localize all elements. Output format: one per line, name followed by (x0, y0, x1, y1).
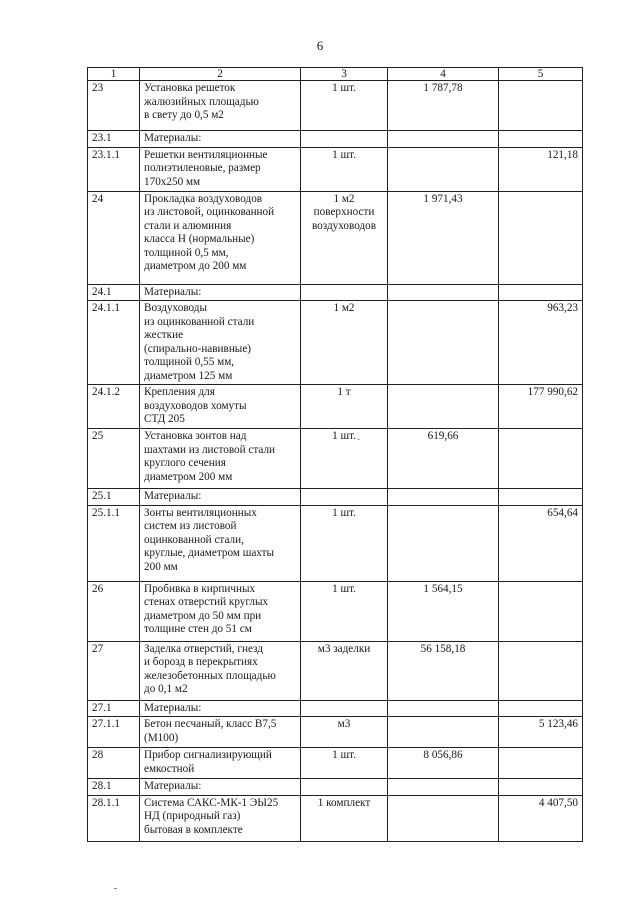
description-line: толщиной 0,5 мм, (144, 246, 229, 259)
description-line: Воздуховоды (144, 302, 208, 314)
material-price (499, 748, 583, 779)
material-price (499, 779, 583, 796)
item-description (140, 147, 301, 191)
unit-line: 1 т (337, 386, 351, 398)
description-line: емкостной (144, 762, 195, 775)
unit-of-measure (301, 429, 388, 489)
table-row (88, 301, 583, 385)
work-price: 1 787,78 (388, 81, 499, 131)
description-line: Материалы: (144, 132, 202, 144)
item-number: 23 (88, 81, 140, 131)
work-price (388, 301, 499, 385)
work-price (388, 147, 499, 191)
unit-of-measure (301, 717, 388, 748)
table-row (88, 489, 583, 506)
description-line: оцинкованной стали, (144, 533, 244, 546)
column-header-4: 4 (388, 68, 499, 81)
unit-of-measure (301, 284, 388, 301)
description-line: до 0,1 м2 (144, 683, 188, 695)
material-price: 5 123,46 (499, 717, 583, 748)
unit-line: 1 шт. (332, 82, 356, 94)
description-line: шахтами из листовой стали (144, 443, 276, 456)
unit-line: 1 м2 (333, 302, 355, 314)
material-price: 121,18 (499, 147, 583, 191)
description-line: бытовая в комплекте (144, 823, 243, 836)
description-line: Материалы: (144, 780, 202, 792)
unit-line: м3 (337, 718, 351, 730)
description-line: железобетонных площадью (144, 669, 276, 682)
description-line: (спирально-навивные) (144, 342, 252, 355)
material-price (499, 641, 583, 700)
stray-mark: ˇ (357, 437, 360, 447)
description-line: 170х250 мм (144, 175, 201, 188)
unit-line: поверхности (313, 206, 375, 218)
unit-line: воздуховодов (311, 219, 377, 232)
column-header-3: 3 (301, 68, 388, 81)
description-line: Материалы: (144, 285, 202, 298)
item-description (140, 429, 301, 489)
unit-of-measure (301, 641, 388, 700)
column-header-5: 5 (499, 68, 583, 81)
unit-of-measure (301, 581, 388, 641)
item-number: 27.1 (88, 700, 140, 717)
table-row (88, 147, 583, 191)
description-line: жалюзийных площадью (144, 95, 259, 108)
unit-line: 1 шт. (332, 430, 356, 442)
description-line: диаметром до 50 мм при (144, 609, 262, 622)
table-row (88, 505, 583, 581)
description-line: Пробивка в кирпичных (144, 582, 256, 595)
unit-of-measure (301, 748, 388, 779)
item-number: 27.1.1 (88, 717, 140, 748)
item-number: 28.1.1 (88, 795, 140, 841)
table-row (88, 284, 583, 301)
material-price (499, 489, 583, 506)
unit-of-measure (301, 131, 388, 148)
item-number: 27 (88, 641, 140, 700)
material-price: 963,23 (499, 301, 583, 385)
item-number: 23.1.1 (88, 147, 140, 191)
work-price: 56 158,18 (388, 641, 499, 700)
description-line: Материалы: (144, 490, 202, 502)
description-line: в свету до 0,5 м2 (144, 109, 224, 121)
work-price (388, 505, 499, 581)
description-line: Бетон песчаный, класс В7,5 (144, 718, 277, 730)
table-row (88, 385, 583, 429)
material-price (499, 284, 583, 301)
item-number: 25.1 (88, 489, 140, 506)
table-header-row (88, 68, 583, 81)
unit-of-measure (301, 301, 388, 385)
work-price (388, 717, 499, 748)
unit-of-measure (301, 489, 388, 506)
item-description (140, 284, 301, 301)
item-description (140, 779, 301, 796)
material-price (499, 581, 583, 641)
item-description (140, 489, 301, 506)
unit-of-measure (301, 147, 388, 191)
unit-of-measure (301, 795, 388, 841)
page-number: 6 (316, 38, 324, 53)
item-number: 28.1 (88, 779, 140, 796)
table-row (88, 429, 583, 489)
item-number: 25.1.1 (88, 505, 140, 581)
description-line: Зонты вентиляционных (144, 506, 257, 519)
description-line: Решетки вентиляционные (144, 148, 268, 161)
item-number: 23.1 (88, 131, 140, 148)
description-line: Прокладка воздуховодов (144, 192, 263, 205)
description-line: стали и алюминия (144, 219, 232, 232)
item-description (140, 191, 301, 284)
table-row (88, 641, 583, 700)
work-price (388, 131, 499, 148)
unit-line: 1 м2 (333, 192, 355, 205)
table-row (88, 795, 583, 841)
material-price (499, 191, 583, 284)
unit-line: 1 шт. (332, 506, 356, 519)
item-number: 26 (88, 581, 140, 641)
work-price (388, 489, 499, 506)
item-number: 24.1.2 (88, 385, 140, 429)
description-line: из оцинкованной стали жесткие (144, 315, 255, 341)
item-description (140, 641, 301, 700)
description-line: Прибор сигнализирующий (144, 749, 272, 761)
description-line: Установка решеток (144, 82, 236, 94)
description-line: Установка зонтов над (144, 430, 247, 442)
item-description (140, 795, 301, 841)
unit-of-measure (301, 191, 388, 284)
item-description (140, 131, 301, 148)
table-row (88, 131, 583, 148)
item-description (140, 505, 301, 581)
item-number: 24.1.1 (88, 301, 140, 385)
unit-of-measure (301, 81, 388, 131)
unit-line: 1 комплект (317, 796, 371, 809)
material-price (499, 131, 583, 148)
description-line: круглые, диаметром шахты (144, 547, 275, 559)
table-row (88, 779, 583, 796)
description-line: толщиной 0,55 мм, (144, 356, 235, 368)
column-header-2: 2 (140, 68, 301, 81)
description-line: круглого сечения (144, 457, 226, 469)
description-line: из листовой, оцинкованной (144, 206, 275, 218)
description-line: класса Н (нормальные) (144, 233, 255, 245)
material-price (499, 429, 583, 489)
description-line: НД (природный газ) (144, 810, 241, 822)
description-line: 200 мм (144, 560, 178, 573)
description-line: Заделка отверстий, гнезд (144, 642, 263, 655)
description-line: воздуховодов хомуты (144, 399, 247, 412)
scan-dot (114, 888, 117, 889)
unit-of-measure (301, 385, 388, 429)
description-line: полиэтиленовые, размер (144, 162, 261, 174)
item-description (140, 717, 301, 748)
work-price (388, 385, 499, 429)
description-line: и борозд в перекрытиях (144, 656, 258, 668)
table-row (88, 81, 583, 131)
table-row (88, 700, 583, 717)
description-line: систем из листовой (144, 520, 237, 532)
item-description (140, 81, 301, 131)
work-price (388, 700, 499, 717)
unit-of-measure (301, 779, 388, 796)
unit-of-measure (301, 505, 388, 581)
item-number: 28 (88, 748, 140, 779)
item-description (140, 700, 301, 717)
material-price: 177 990,62 (499, 385, 583, 429)
table-row (88, 717, 583, 748)
item-number: 25 (88, 429, 140, 489)
table-body (88, 81, 583, 842)
unit-line: 1 шт. (332, 749, 356, 761)
price-table (87, 67, 583, 842)
work-price: 8 056,86 (388, 748, 499, 779)
unit-of-measure (301, 700, 388, 717)
item-description (140, 581, 301, 641)
material-price: 4 407,50 (499, 795, 583, 841)
work-price: 619,66 (388, 429, 499, 489)
material-price (499, 700, 583, 717)
material-price: 654,64 (499, 505, 583, 581)
item-description (140, 385, 301, 429)
description-line: стенах отверстий круглых (144, 596, 269, 608)
description-line: Материалы: (144, 701, 202, 714)
table-row (88, 748, 583, 779)
column-header-1: 1 (88, 68, 140, 81)
work-price: 1 564,15 (388, 581, 499, 641)
unit-line: 1 шт. (332, 148, 356, 161)
description-line: толщине стен до 51 см (144, 623, 252, 635)
description-line: Крепления для (144, 386, 215, 398)
description-line: диаметром 125 мм (144, 369, 233, 382)
description-line: диаметром 200 мм (144, 470, 233, 483)
work-price: 1 971,43 (388, 191, 499, 284)
table-row (88, 581, 583, 641)
description-line: СТД 205 (144, 413, 185, 425)
description-line: Система САКС-МК-1 ЭЫ25 (144, 796, 279, 809)
work-price (388, 795, 499, 841)
item-number: 24.1 (88, 284, 140, 301)
item-description (140, 748, 301, 779)
item-number: 24 (88, 191, 140, 284)
material-price (499, 81, 583, 131)
item-description (140, 301, 301, 385)
table-row (88, 191, 583, 284)
unit-line: м3 заделки (317, 642, 371, 655)
description-line: (М100) (144, 731, 179, 744)
description-line: диаметром до 200 мм (144, 260, 247, 272)
work-price (388, 284, 499, 301)
work-price (388, 779, 499, 796)
unit-line: 1 шт. (332, 582, 356, 595)
